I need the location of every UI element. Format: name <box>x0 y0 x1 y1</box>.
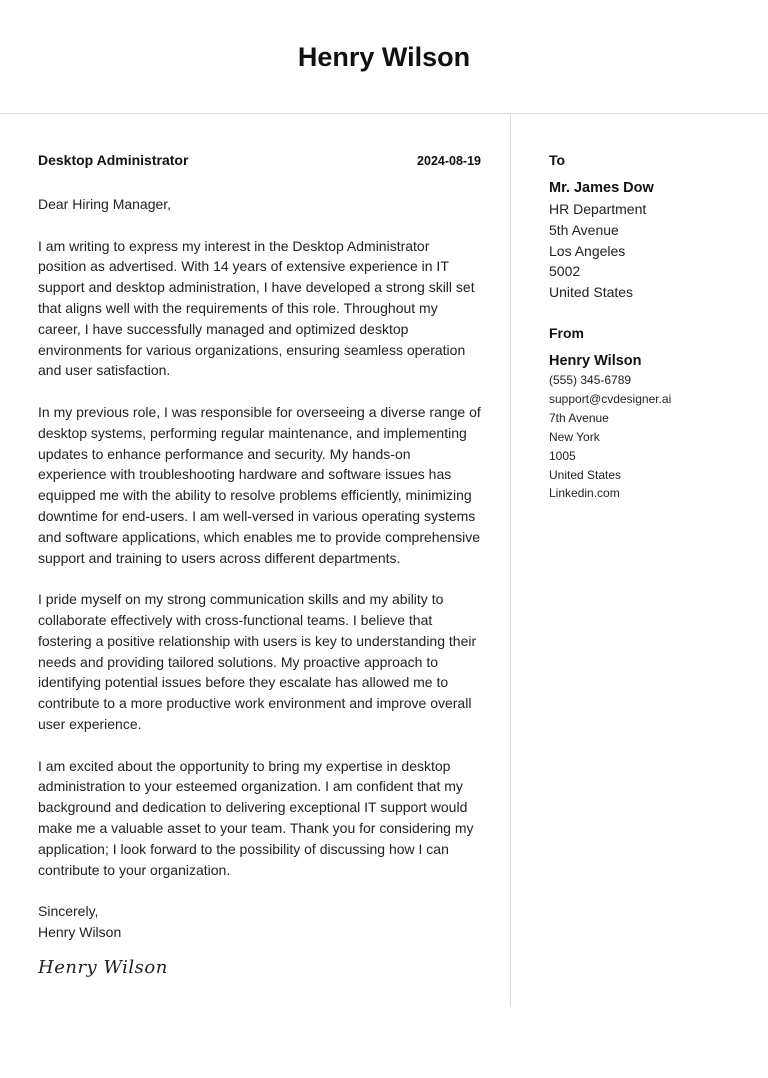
paragraph-1: I am writing to express my interest in the Desktop Administrator position as advertised. With 14 years of extensive experience in IT support and desktop administration, I have developed a strong skill set that aligns well with the requirements of this role. Throughout my career, I have successfully managed and optimized desktop environments for various organizations, ensuring seamless operation and user satisfaction. <box>38 237 475 379</box>
paragraph-3: I pride myself on my strong communication skills and my ability to collaborate effectively with cross-functional teams. I believe that fostering a positive relationship with users is key to understanding their needs and providing tailored solutions. My proactive approach to identifying potential issues before they escalate has allowed me to contribute to a more productive work environment and improve overall user experience. <box>38 591 477 732</box>
contact-sidebar <box>549 152 759 503</box>
closing-name: Henry Wilson <box>38 923 122 940</box>
salutation: Dear Hiring Manager, <box>38 196 172 212</box>
sender-name: Henry Wilson <box>549 352 642 369</box>
letter-meta <box>38 152 481 168</box>
closing-phrase: Sincerely, <box>38 903 99 920</box>
applicant-name: Henry Wilson <box>297 42 471 72</box>
recipient-line: HR Department <box>549 201 647 217</box>
sender-email: support@cvdesigner.ai <box>549 391 672 406</box>
paragraph-4: I am excited about the opportunity to bring my expertise in desktop administration to your esteemed organization. I am confident that my background and dedication to delivering exceptional IT support would make me a valuable asset to your team. Thank you for considering my application; I look forward to the possibility of discussing how I can contribute to your organization. <box>38 757 474 878</box>
letter-body <box>38 152 481 978</box>
to-label: To <box>549 152 566 168</box>
recipient-line: 5th Avenue <box>549 221 619 238</box>
recipient-name: Mr. James Dow <box>549 180 654 196</box>
sender-street: 7th Avenue <box>549 410 609 425</box>
signature: Henry Wilson <box>38 956 168 978</box>
recipient-line: United States <box>549 284 634 301</box>
closing <box>38 901 481 943</box>
sender-city: New York <box>549 429 600 444</box>
recipient-line: Los Angeles <box>549 242 626 259</box>
column-divider <box>510 114 511 1007</box>
recipient-address <box>549 199 759 303</box>
recipient-line: 5002 <box>549 263 581 280</box>
page-header <box>0 0 768 114</box>
letter-date: 2024-08-19 <box>417 154 481 168</box>
paragraph-2: In my previous role, I was responsible for overseeing a diverse range of desktop systems, performing regular maintenance, and implementing updates to enhance performance and security. My hands-on experience with troubleshooting hardware and software issues has equipped me with the ability to resolve problems efficiently, minimizing downtime for end-users. I am well-versed in various operating systems and software applications, which enables me to provide comprehensive support and training to users across different departments. <box>38 403 481 566</box>
from-label: From <box>549 324 584 341</box>
sender-phone: (555) 345-6789 <box>549 372 632 387</box>
sender-linkedin: Linkedin.com <box>549 486 620 501</box>
sender-zip: 1005 <box>549 448 576 463</box>
sender-country: United States <box>549 467 622 482</box>
sender-details <box>549 371 759 503</box>
job-title: Desktop Administrator <box>38 152 189 168</box>
